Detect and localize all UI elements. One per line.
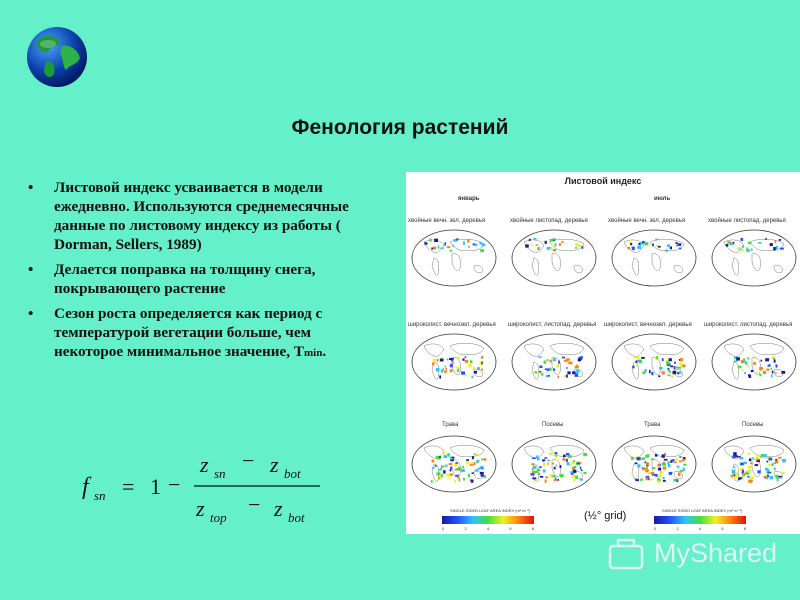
bullet-dot: • (28, 179, 34, 196)
globe-icon (26, 26, 88, 88)
formula-den-minus: − (248, 492, 261, 517)
month-label-jan: январь (458, 196, 480, 202)
watermark (606, 534, 786, 576)
colorbar-label: SINGLE SIDED LEAF AREA INDEX (m² m⁻²) (450, 508, 531, 513)
world-map-thumbnail (410, 228, 498, 288)
formula-minus: − (168, 472, 181, 497)
bullet-dot: • (28, 305, 34, 322)
map-label: хвойные листопад. деревья (708, 218, 786, 224)
colorbar (654, 516, 746, 524)
world-map-thumbnail (710, 332, 798, 392)
bullet-text: Сезон роста определяется как период с температурой вегетации больше, чем некоторое минимальное значение, T (54, 305, 323, 360)
figure-title: Листовой индекс (564, 176, 642, 186)
map-label: Трава (644, 422, 661, 428)
bullet-dot: • (28, 261, 34, 278)
map-label: хвойные вечн. зел. деревья (608, 218, 686, 224)
formula-den-a-sub: top (210, 510, 227, 525)
formula-num-minus: − (242, 448, 255, 473)
map-label: хвойные вечн. зел. деревья (408, 218, 486, 224)
watermark-text: MyShared (654, 538, 778, 568)
formula-num-a-sub: sn (214, 466, 226, 481)
world-map-thumbnail (710, 434, 798, 494)
map-label: широколист. вечнозел. деревья (408, 322, 496, 328)
bullet-text: Делается поправка на толщину снега, покрывающего растение (54, 261, 316, 297)
formula-den-b: z (274, 496, 283, 521)
bullet-text: Листовой индекс усваивается в модели ежедневно. Используются среднемесячные данные по листовому индексу из работы ( Dorman, Sellers, 1989) (54, 179, 349, 253)
grid-note: (½° grid) (584, 510, 627, 522)
map-label: широколист. листопад. деревья (508, 322, 597, 328)
bullet-item (28, 304, 380, 363)
formula-one: 1 (150, 474, 161, 499)
tmin-subscript: min (303, 347, 323, 359)
colorbar-label: SINGLE SIDED LEAF AREA INDEX (m² m⁻²) (662, 508, 743, 513)
formula-equals: = (122, 474, 135, 499)
tmin-period: . (322, 343, 327, 360)
map-label: Трава (442, 422, 459, 428)
bullet-item (28, 178, 380, 254)
map-label: широколист. вечнозел. деревья (604, 322, 692, 328)
formula-lhs: f (82, 474, 89, 500)
bullet-list (28, 178, 380, 369)
formula-lhs-sub: sn (94, 488, 106, 503)
snow-fraction-formula (80, 432, 340, 532)
world-map-thumbnail (510, 332, 598, 392)
map-label: Посевы (542, 422, 564, 428)
map-label: хвойные листопад. деревья (510, 218, 588, 224)
colorbar-ticks: 0 2 4 6 8 (654, 526, 746, 531)
formula-num-b-sub: bot (284, 466, 301, 481)
colorbar (442, 516, 534, 524)
map-label: широколист. листопад. деревья (704, 322, 793, 328)
watermark-logo-icon (606, 534, 646, 574)
colorbar-ticks: 0 2 4 6 8 (442, 526, 534, 531)
world-map-thumbnail (410, 332, 498, 392)
slide-title: Фенология растений (291, 116, 509, 139)
month-label-jul: июль (654, 196, 671, 202)
lai-figure (406, 172, 800, 534)
world-map-thumbnail (510, 228, 598, 288)
formula-num-b: z (270, 452, 279, 477)
bullet-item (28, 260, 380, 298)
formula-den-b-sub: bot (288, 510, 305, 525)
formula-den-a: z (196, 496, 205, 521)
formula-num-a: z (200, 452, 209, 477)
world-map-thumbnail (610, 332, 698, 392)
world-map-thumbnail (710, 228, 798, 288)
world-map-thumbnail (610, 228, 698, 288)
world-map-thumbnail (510, 434, 598, 494)
world-map-thumbnail (410, 434, 498, 494)
world-map-thumbnail (610, 434, 698, 494)
map-label: Посевы (742, 422, 764, 428)
